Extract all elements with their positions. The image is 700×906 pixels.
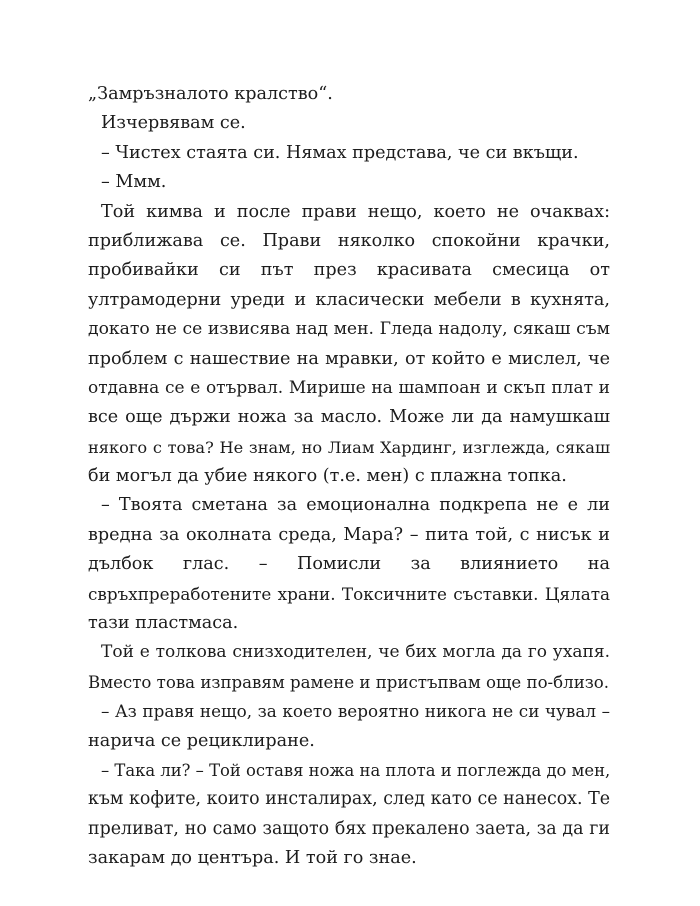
text-line: тази пластмаса. <box>88 613 239 634</box>
text-line: пробивайки си път през красивата смесица от <box>88 260 610 281</box>
text-line: преливат, но само защото бях прекалено заета, за да ги <box>88 818 610 839</box>
text-line: Той кимва и после прави нещо, което не очаквах: <box>101 201 610 222</box>
text-line: свръхпреработените храни. Токсичните съставки. Цялата <box>88 583 610 604</box>
text-line: ултрамодерни уреди и класически мебели в кухнята, <box>88 289 610 310</box>
text-line: докато не се извисява над мен. Гледа надолу, сякаш съм <box>88 319 610 340</box>
text-line: – Аз правя нещо, за което вероятно никога не си чувал – <box>101 701 610 722</box>
text-line: някого с това? Не знам, но Лиам Хардинг, изглежда, сякаш <box>88 437 610 457</box>
text-line: към кофите, които инсталирах, след като се нанесох. Те <box>88 789 610 810</box>
text-line: Изчервявам се. <box>101 113 246 134</box>
text-line: – Твоята сметана за емоционална подкрепа не е ли <box>101 495 610 516</box>
text-line: би могъл да убие някого (т.е. мен) с плажна топка. <box>88 466 567 487</box>
text-line: – Чистех стаята си. Нямах представа, че си вкъщи. <box>101 142 579 163</box>
text-line: дълбок глас. – Помисли за влиянието на <box>88 554 610 575</box>
text-line: „Замръзналото кралство“. <box>88 84 333 104</box>
text-line: нарича се рециклиране. <box>88 730 315 751</box>
text-line: все още държи ножа за масло. Може ли да намушкаш <box>88 407 610 428</box>
text-line: – Така ли? – Той оставя ножа на плота и поглежда до мен, <box>101 760 611 780</box>
book-page <box>88 80 610 874</box>
text-line: приближава се. Прави няколко спокойни крачки, <box>88 230 610 251</box>
text-line: отдавна се е отървал. Мирише на шампоан и скъп плат и <box>88 377 610 398</box>
text-line: вредна за околната среда, Мара? – пита той, с нисък и <box>88 524 610 545</box>
text-line: Той е толкова снизходителен, че бих могла да го ухапя. <box>101 642 610 663</box>
text-line: Вместо това изправям рамене и пристъпвам още по-близо. <box>88 672 610 692</box>
text-line: закарам до центъра. И той го знае. <box>88 848 417 869</box>
text-line: – Ммм. <box>101 172 167 193</box>
text-line: проблем с нашествие на мравки, от който е мислел, че <box>88 348 610 369</box>
